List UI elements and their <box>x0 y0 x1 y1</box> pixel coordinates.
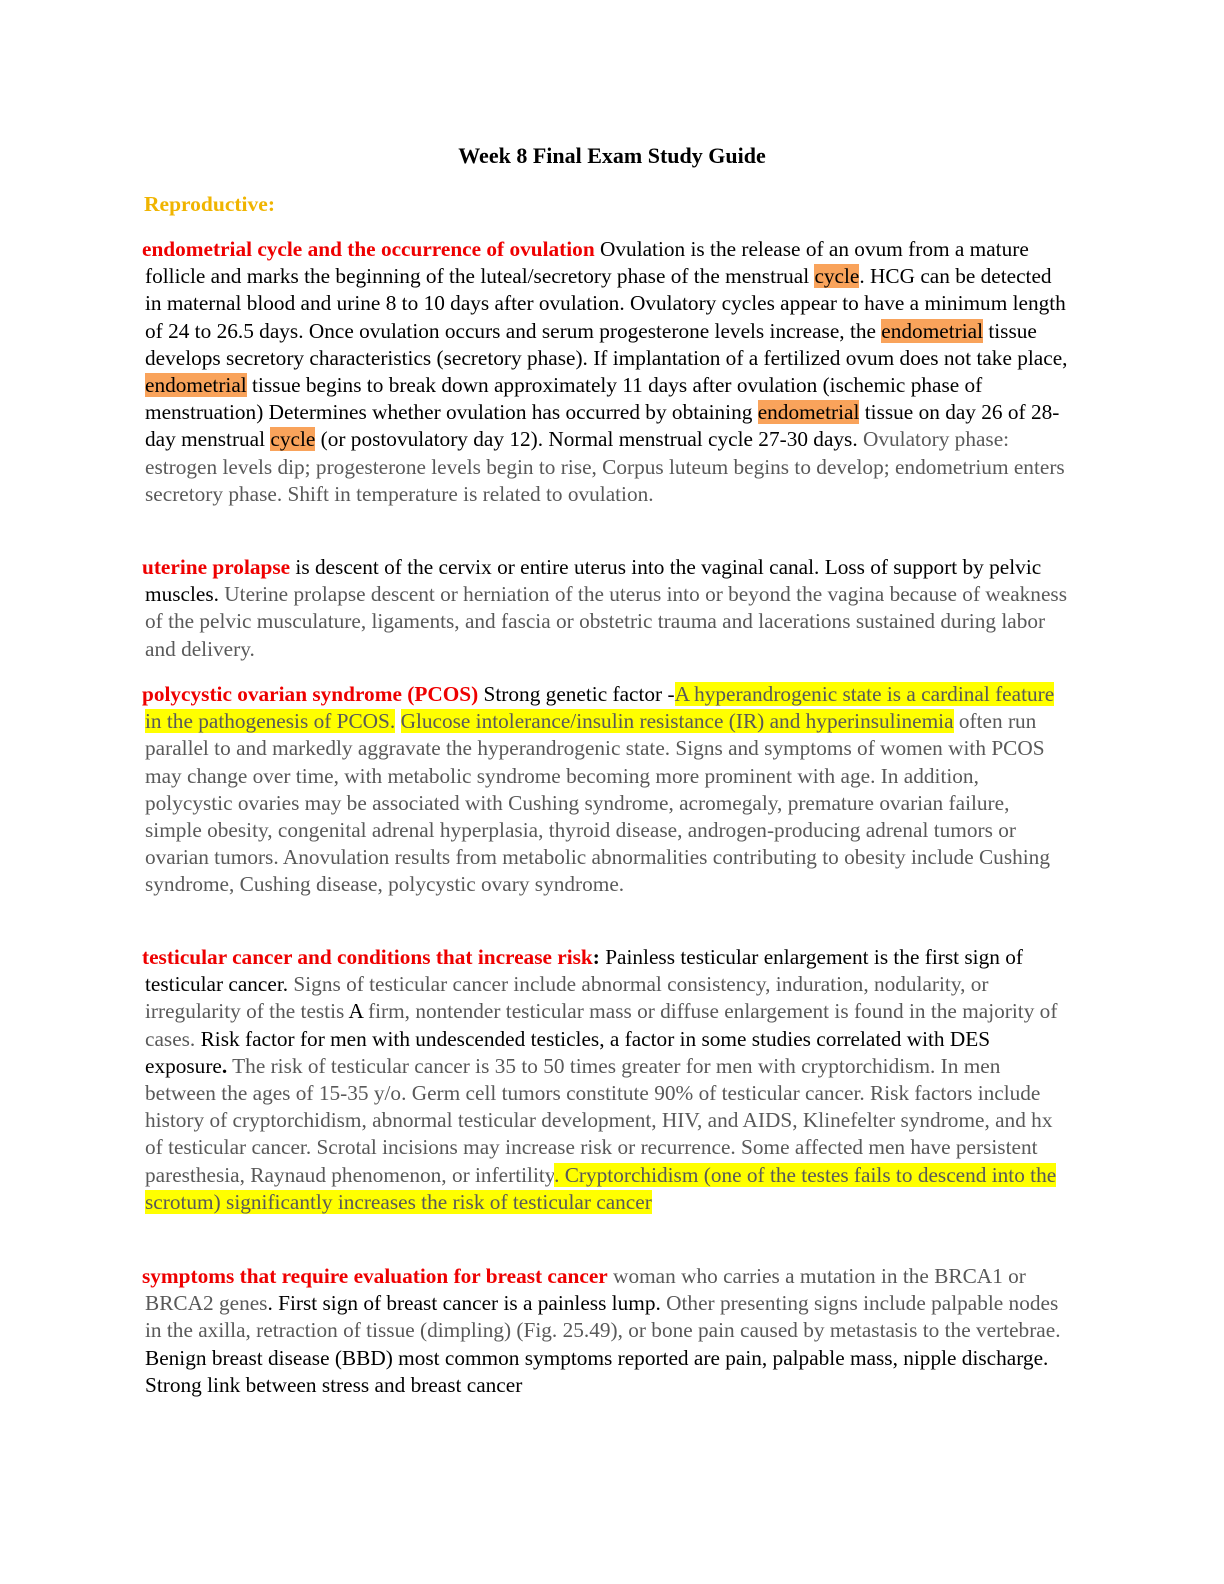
colon: : <box>592 945 600 969</box>
entry-testicular-cancer <box>142 944 1070 1216</box>
section-heading: Reproductive: <box>144 192 275 216</box>
gray-text: Ovulatory phase: estrogen levels dip; progesterone levels begin to rise, Corpus luteum begins to develop; endometrium enters secretory phase. Shift in temperature is related to ovulation. <box>145 427 1065 506</box>
body-text: . First sign of breast cancer is a painless lump. <box>267 1291 667 1316</box>
entry-pcos <box>142 681 1070 899</box>
entry-uterine-prolapse <box>142 554 1070 663</box>
body-text: Painless testicular enlargement is the first sign of testicular cancer. <box>145 945 1023 997</box>
gray-text: Signs of testicular cancer include abnormal consistency, induration, nodularity, or irregularity of the testis <box>145 972 989 1024</box>
term-heading: endometrial cycle and the occurrence of ovulation <box>142 237 595 261</box>
body-text <box>395 709 400 733</box>
body-text: . HCG can be detected in maternal blood and urine 8 to 10 days after ovulation. Ovulatory cycles appear to have a minimum length of 24 to 26.5 days. Once ovulation occurs and serum progesterone levels increase, the <box>145 264 1066 343</box>
body-text: is descent of the cervix or entire uterus into the vaginal canal. Loss of support by pelvic muscles. <box>145 555 1042 607</box>
body-text: tissue develops secretory characteristics (secretory phase). If implantation of a fertilized ovum does not take place, <box>145 318 1068 370</box>
term-heading: symptoms that require evaluation for breast cancer <box>142 1264 608 1288</box>
gray-text: often run parallel to and markedly aggravate the hyperandrogenic state. Signs and symptoms of women with PCOS may change over time, with metabolic syndrome becoming more prominent with age. In addition, polycystic ovaries may be associated with Cushing syndrome, acromegaly, premature ovarian failure, simple obesity, congenital adrenal hyperplasia, thyroid disease, androgen-producing adrenal tumors or ovarian tumors. Anovulation results from metabolic abnormalities contributing to obesity include Cushing syndrome, Cushing disease, polycystic ovary syndrome. <box>145 709 1050 897</box>
body-text: tissue on day 26 of 28-day menstrual <box>145 400 1060 452</box>
body-text: Risk factor for men with undescended testicles, a factor in some studies correlated with DES exposure <box>145 1026 991 1078</box>
page-title: Week 8 Final Exam Study Guide <box>458 143 766 168</box>
gray-text: Other presenting signs include palpable nodes in the axilla, retraction of tissue (dimpling) (Fig. 25.49), or bone pain caused by metastasis to the vertebrae. <box>145 1291 1061 1343</box>
highlighted-text: endometrial <box>881 318 984 343</box>
gray-text: The risk of testicular cancer is 35 to 50 times greater for men with cryptorchidism. In men between the ages of 15-35 y/o. Germ cell tumors constitute 90% of testicular cancer. Risk factors include history of cryptorchidism, abnormal testicular development, HIV, and AIDS, Klinefelter syndrome, and hx of testicular cancer. Scrotal incisions may increase risk or recurrence. Some affected men have persistent paresthesia, Raynaud phenomenon, or infertility <box>145 1053 1053 1187</box>
highlighted-text: . Cryptorchidism (one of the testes fails to descend into the scrotum) significantly increases the risk of testicular cancer <box>145 1162 1057 1214</box>
highlighted-text: Glucose intolerance/insulin resistance (IR) and hyperinsulinemia <box>400 709 954 734</box>
body-text: Strong genetic factor - <box>478 682 675 706</box>
entry-endometrial-cycle <box>142 236 1070 508</box>
highlighted-text: cycle <box>814 264 860 289</box>
entry-breast-cancer <box>142 1263 1070 1399</box>
highlighted-text: endometrial <box>757 400 860 425</box>
body-text: Benign breast disease (BBD) most common symptoms reported are pain, palpable mass, nipple discharge. Strong link between stress and breast cancer <box>145 1345 1049 1397</box>
period: . <box>221 1053 228 1078</box>
term-heading: polycystic ovarian syndrome (PCOS) <box>142 682 479 706</box>
highlighted-text: A hyperandrogenic state is a cardinal feature in the pathogenesis of PCOS. <box>145 682 1055 734</box>
body-text: (or postovulatory day 12). Normal menstrual cycle 27-30 days. <box>315 427 863 452</box>
body-text: tissue begins to break down approximately 11 days after ovulation (ischemic phase of menstruation) Determines whether ovulation has occurred by obtaining <box>145 373 983 425</box>
term-heading: uterine prolapse <box>142 555 291 579</box>
body-text: Ovulation is the release of an ovum from a mature follicle and marks the beginning of the luteal/secretory phase of the menstrual <box>145 237 1029 289</box>
highlighted-text: endometrial <box>145 373 247 398</box>
body-text: A <box>348 999 368 1024</box>
gray-text: woman who carries a mutation in the BRCA1 or BRCA2 genes <box>145 1264 1026 1316</box>
term-heading: testicular cancer and conditions that increase risk <box>142 945 593 969</box>
highlighted-text: cycle <box>270 427 316 452</box>
gray-text: Uterine prolapse descent or herniation of the uterus into or beyond the vagina because of weakness of the pelvic musculature, ligaments, and fascia or obstetric trauma and lacerations sustained during labor and delivery. <box>145 582 1067 661</box>
gray-text: firm, nontender testicular mass or diffuse enlargement is found in the majority of cases. <box>145 999 1058 1051</box>
